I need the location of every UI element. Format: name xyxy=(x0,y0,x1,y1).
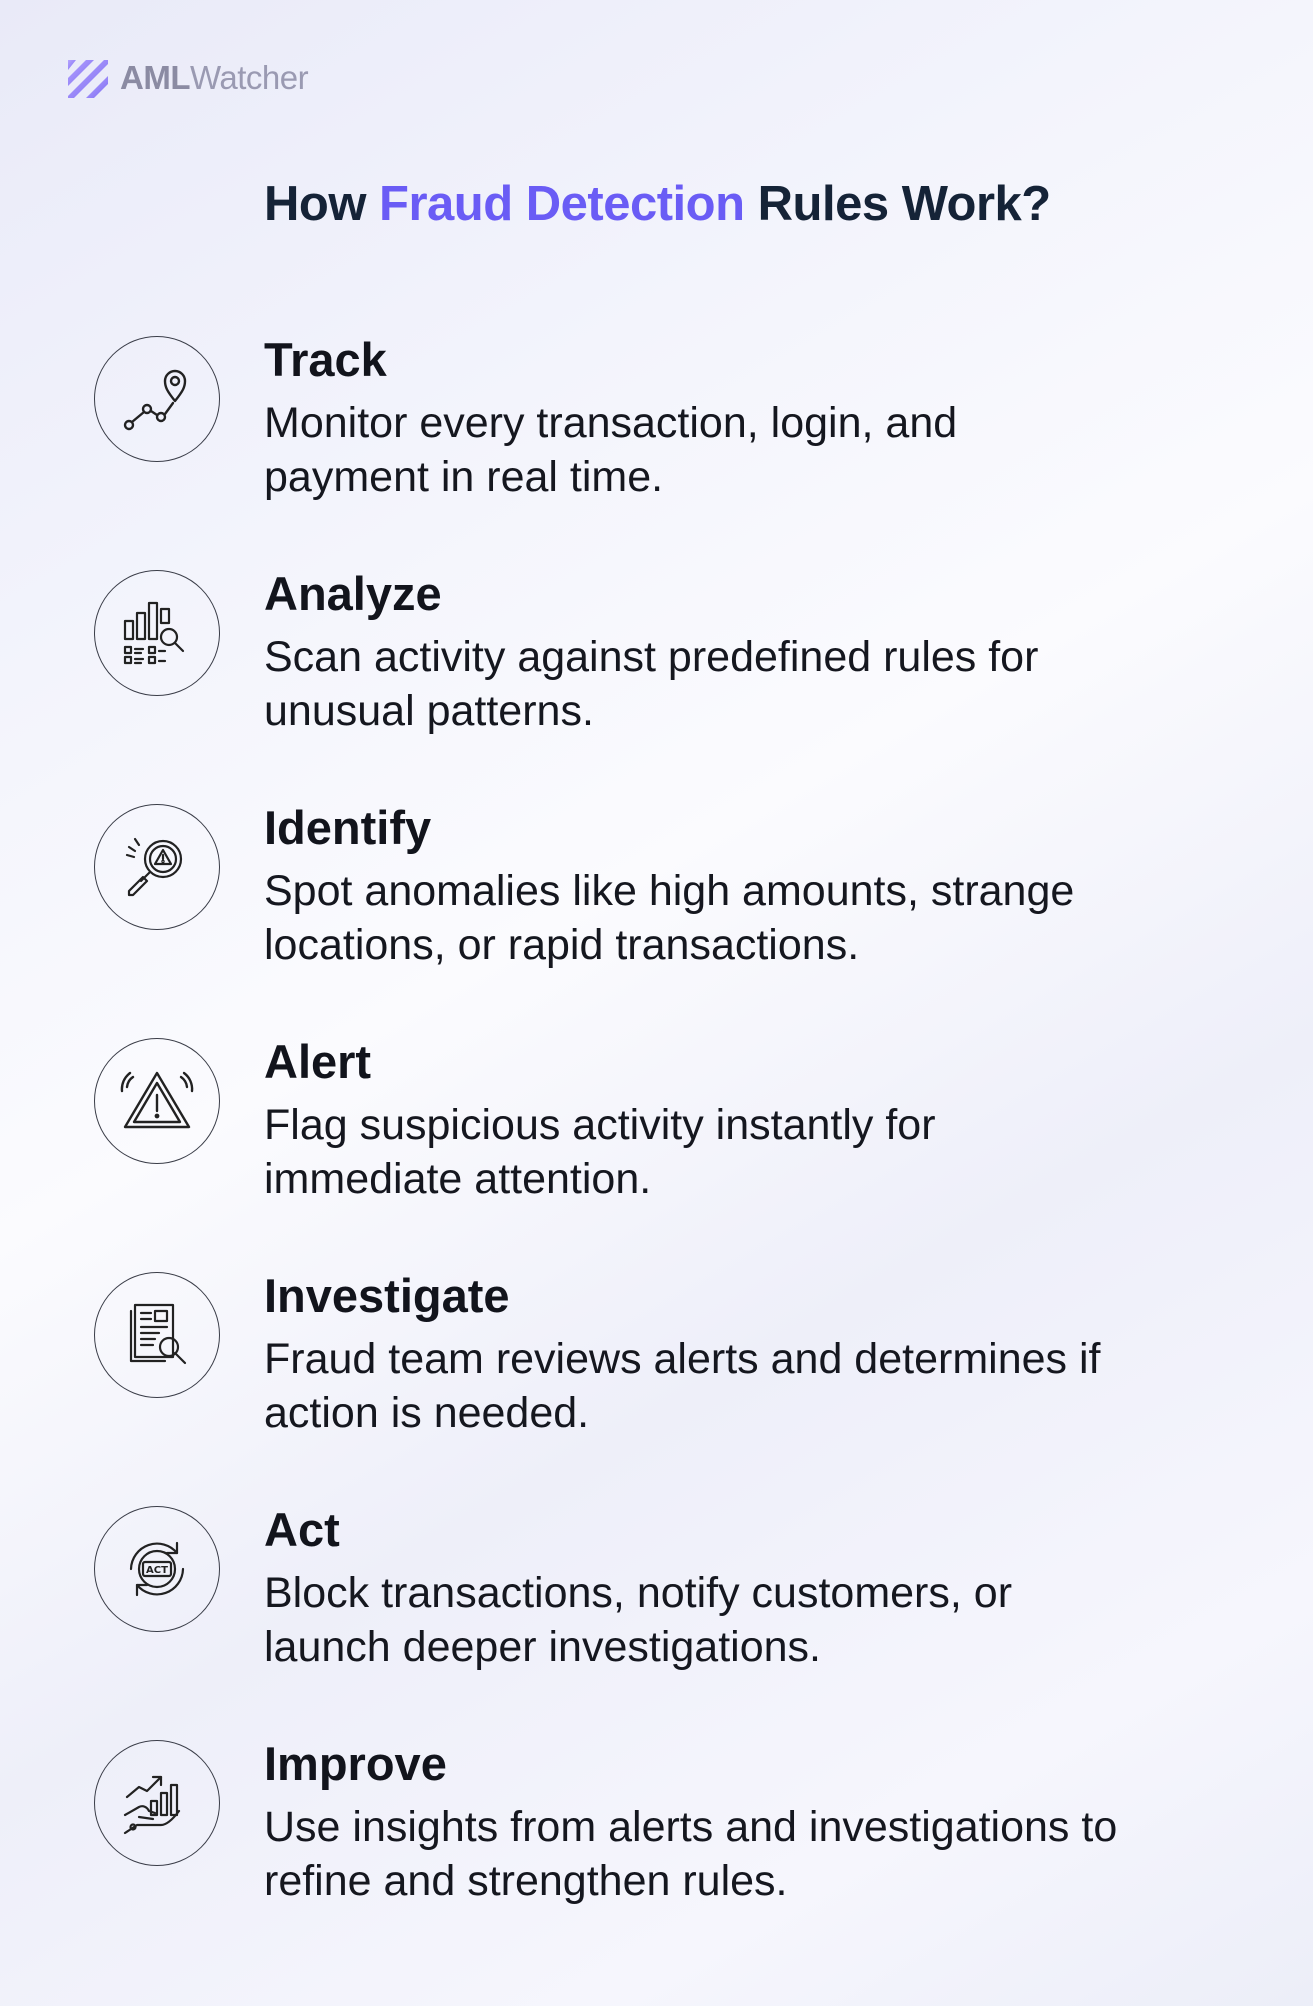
step-act xyxy=(0,1496,1313,1696)
step-title: Alert xyxy=(264,1035,372,1088)
step-description-line: unusual patterns. xyxy=(264,687,594,735)
step-icon-circle xyxy=(94,336,220,462)
logo-light: Watcher xyxy=(189,59,309,96)
step-title: Investigate xyxy=(264,1269,510,1322)
growth-hand-icon xyxy=(117,1763,197,1843)
step-description-line: Scan activity against predefined rules for xyxy=(264,633,1039,681)
step-title: Analyze xyxy=(264,567,442,620)
step-description-line: Monitor every transaction, login, and xyxy=(264,399,958,447)
step-description-line: payment in real time. xyxy=(264,453,664,501)
step-description xyxy=(264,1332,1264,1440)
step-description-line: Fraud team reviews alerts and determines if xyxy=(264,1335,1101,1383)
step-title: Identify xyxy=(264,801,432,854)
step-description xyxy=(264,864,1264,972)
document-search-icon xyxy=(117,1295,197,1375)
step-description-line: Block transactions, notify customers, or xyxy=(264,1569,1013,1617)
step-icon-circle xyxy=(94,1506,220,1632)
step-description-line: refine and strengthen rules. xyxy=(264,1857,788,1905)
step-description xyxy=(264,1566,1264,1674)
logo-strong: AML xyxy=(120,59,190,96)
step-description-line: locations, or rapid transactions. xyxy=(264,921,860,969)
step-title: Track xyxy=(264,333,387,386)
step-description-line: Use insights from alerts and investigations to xyxy=(264,1803,1118,1851)
warning-magnifier-icon xyxy=(117,827,197,907)
step-description xyxy=(264,1098,1264,1206)
page-title xyxy=(264,176,1051,232)
step-icon-circle xyxy=(94,1740,220,1866)
step-investigate xyxy=(0,1262,1313,1462)
step-title: Act xyxy=(264,1503,340,1556)
step-icon-circle xyxy=(94,1272,220,1398)
step-description-line: Flag suspicious activity instantly for xyxy=(264,1101,936,1149)
act-cycle-icon xyxy=(117,1529,197,1609)
logo-text xyxy=(120,59,308,97)
brand-logo xyxy=(66,56,308,100)
step-description xyxy=(264,1800,1264,1908)
stripes-logo-icon xyxy=(66,56,110,100)
step-improve xyxy=(0,1730,1313,1930)
svg-text:ACT: ACT xyxy=(146,1565,168,1576)
step-title: Improve xyxy=(264,1737,447,1790)
title-highlight: Fraud Detection xyxy=(379,177,745,231)
step-description-line: launch deeper investigations. xyxy=(264,1623,821,1671)
step-description xyxy=(264,630,1264,738)
step-identify xyxy=(0,794,1313,994)
step-description-line: action is needed. xyxy=(264,1389,590,1437)
step-description-line: immediate attention. xyxy=(264,1155,652,1203)
title-prefix: How xyxy=(264,177,380,231)
step-icon-circle xyxy=(94,804,220,930)
step-description-line: Spot anomalies like high amounts, strange xyxy=(264,867,1075,915)
step-alert xyxy=(0,1028,1313,1228)
step-icon-circle xyxy=(94,1038,220,1164)
alarm-triangle-icon xyxy=(117,1061,197,1141)
chart-magnifier-icon xyxy=(117,593,197,673)
route-pin-icon xyxy=(117,359,197,439)
step-track xyxy=(0,326,1313,526)
step-analyze xyxy=(0,560,1313,760)
step-description xyxy=(264,396,1264,504)
title-suffix: Rules Work? xyxy=(744,177,1051,231)
step-icon-circle xyxy=(94,570,220,696)
